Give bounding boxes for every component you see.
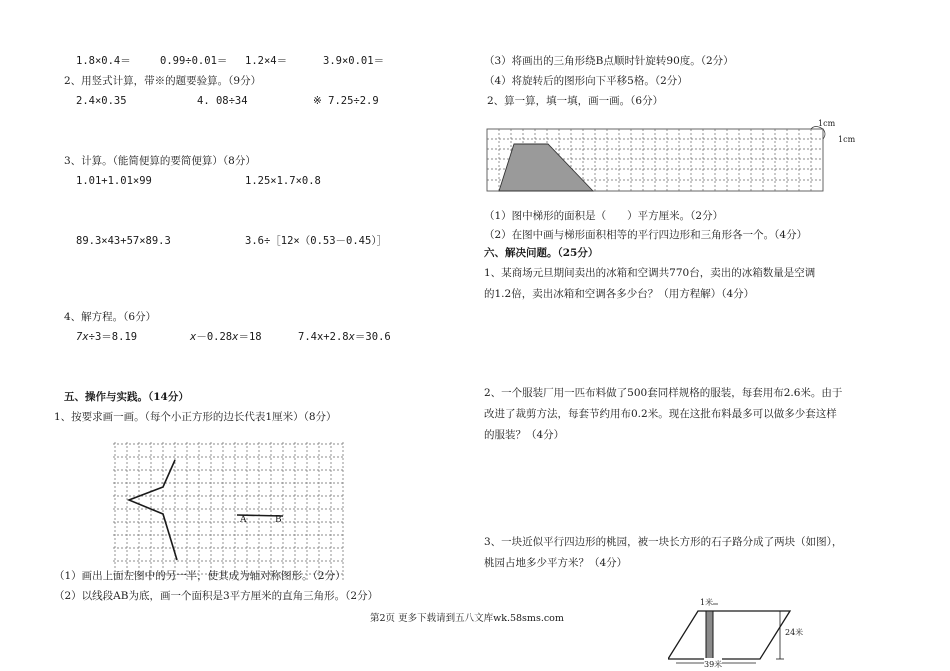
problem-1-line2: 的1.2倍，卖出冰箱和空调各多少台？（用方程解）（4分） [484, 288, 755, 300]
problem-3-line1: 3、一块近似平行四边形的桃园，被一块长方形的石子路分成了两块（如图）， [484, 536, 843, 548]
fig-label-39m: 39米 [704, 660, 723, 669]
unit-label-side: 1cm [838, 135, 856, 144]
q1-item-1: 1.8×0.4＝ [76, 55, 131, 67]
q3-title: 3、计算。（能简便算的要简便算）（8分） [64, 155, 256, 167]
dashed-grid-lines [113, 442, 343, 580]
r-line-translate: （4）将旋转后的图形向下平移5格。（2分） [484, 75, 688, 87]
stone-path-strip [706, 611, 713, 659]
q3-item-1: 1.01+1.01×99 [76, 175, 152, 187]
eq3-mid: +2.8 [323, 331, 349, 343]
q3-item-4: 3.6÷［12×（0.53－0.45）］ [245, 235, 388, 247]
section-6-title: 六、解决问题。（25分） [484, 247, 599, 259]
half-figure-outline [129, 460, 177, 560]
page-footer: 第2页 更多下载请到五八文库wk.58sms.com [370, 613, 564, 624]
eq2-pre: x [190, 331, 197, 343]
point-a-label: A [240, 515, 247, 525]
s5-q1-instruction: 1、按要求画一画。（每个小正方形的边长代表1厘米）（8分） [54, 411, 337, 423]
r-line-rotate: （3）将画出的三角形绕B点顺时针旋转90度。（2分） [484, 55, 734, 67]
r-q2-part2: （2）在图中画与梯形面积相等的平行四边形和三角形各一个。（4分） [484, 229, 808, 241]
q2-title: 2、用竖式计算，带※的题要验算。（9分） [64, 75, 262, 87]
eq2-mid: －0.28 [196, 331, 233, 343]
s5-q1-part1: （1）画出上面左图中的另一半，使其成为轴对称图形。（2分） [54, 570, 346, 582]
problem-1-line1: 1、某商场元旦期间卖出的冰箱和空调共770台，卖出的冰箱数量是空调 [484, 267, 816, 279]
q3-item-3: 89.3×43+57×89.3 [76, 235, 171, 247]
eq2-var: x [232, 331, 239, 343]
q2-item-3: ※ 7.25÷2.9 [313, 95, 379, 107]
eq3-pre: 7.4x [298, 331, 324, 343]
r-q2-title: 2、算一算，填一填，画一画。（6分） [487, 95, 664, 107]
eq1-var: 7x [76, 331, 89, 343]
parallelogram-outline [668, 611, 790, 659]
eq3-var: x [348, 331, 355, 343]
grid-figure-right [485, 126, 835, 196]
q1-item-4: 3.9×0.01＝ [323, 55, 385, 67]
problem-2-line3: 的服装？（4分） [484, 429, 565, 441]
problem-2-line2: 改进了裁剪方法，每套节约用布0.2米。现在这批布料最多可以做多少套这样 [484, 408, 837, 420]
grid-figure-left [113, 442, 345, 582]
eq1-rest: ÷3＝8.19 [88, 331, 138, 343]
q2-item-1: 2.4×0.35 [76, 95, 127, 107]
point-b-label: B [275, 515, 282, 525]
section-5-title: 五、操作与实践。（14分） [64, 391, 189, 403]
eq2-rest: ＝18 [238, 331, 262, 343]
equation-2 [190, 331, 262, 344]
q4-title: 4、解方程。（6分） [64, 311, 157, 323]
q1-item-2: 0.99÷0.01＝ [160, 55, 228, 67]
problem-2-line1: 2、一个服装厂用一匹布料做了500套同样规格的服装，每套用布2.6米。由于 [484, 387, 843, 399]
equation-3 [298, 331, 391, 344]
q1-item-3: 1.2×4＝ [245, 55, 288, 67]
fig-label-24m: 24米 [785, 628, 804, 637]
fig-label-1m: 1米 [700, 598, 714, 607]
equation-1 [76, 331, 137, 344]
s5-q1-part2: （2）以线段AB为底，画一个面积是3平方厘米的直角三角形。（2分） [54, 590, 379, 602]
q2-item-2: 4. 08÷34 [197, 95, 248, 107]
q3-item-2: 1.25×1.7×0.8 [245, 175, 321, 187]
r-q2-part1: （1）图中梯形的面积是（ ）平方厘米。（2分） [484, 210, 724, 222]
eq3-rest: ＝30.6 [354, 331, 391, 343]
unit-label-top: 1cm [818, 119, 836, 128]
problem-3-line2: 桃园占地多少平方米？（4分） [484, 557, 628, 569]
trapezoid-shape [499, 144, 593, 191]
